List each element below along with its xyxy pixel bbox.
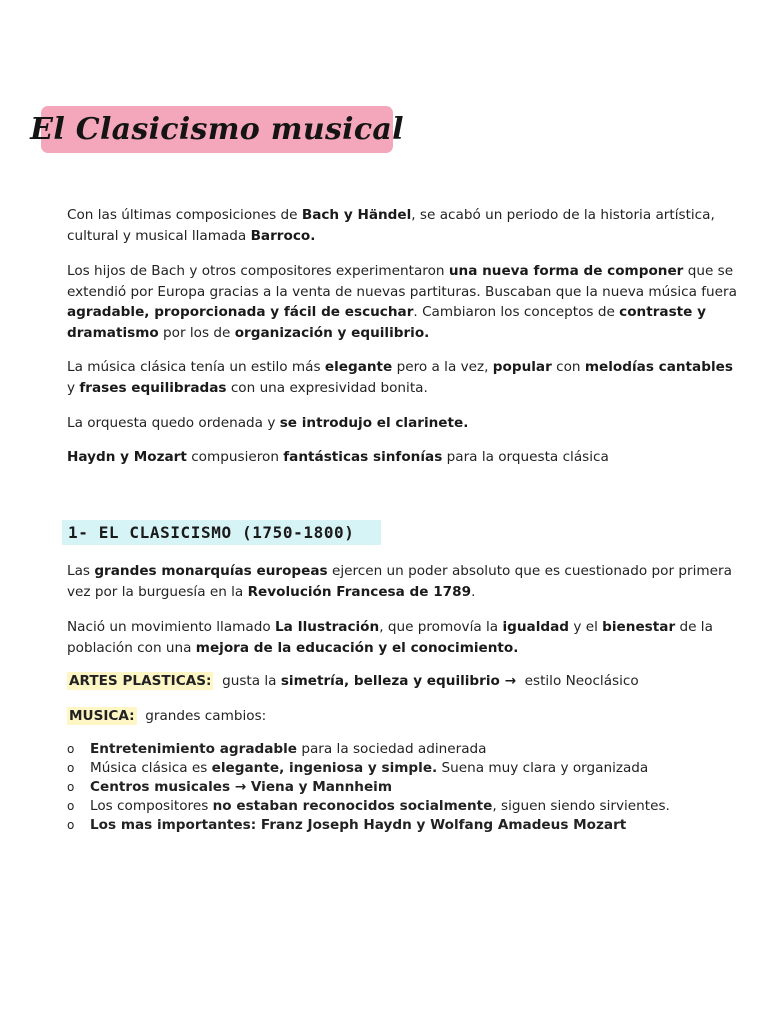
bold-text: igualdad xyxy=(502,619,570,635)
text-run: y el xyxy=(569,619,603,635)
bold-text: una nueva forma de componer xyxy=(448,263,684,279)
list-item-text xyxy=(90,740,487,759)
bold-text: popular xyxy=(492,359,552,375)
musica-line xyxy=(67,706,737,727)
text-run: para la sociedad adinerada xyxy=(297,741,487,757)
bold-text: simetría, belleza y equilibrio → xyxy=(280,673,516,689)
list-item xyxy=(67,816,737,835)
text-run: Nació un movimiento llamado xyxy=(67,619,276,635)
text-run: Los hijos de Bach y otros compositores experimentaron xyxy=(67,263,449,279)
intro-paragraph-1 xyxy=(67,205,737,246)
bold-text: Haydn y Mozart xyxy=(67,449,187,465)
text-run: , que promovía la xyxy=(379,619,503,635)
text-run: pero a la vez, xyxy=(392,359,493,375)
text-run: de la población con una xyxy=(67,619,718,656)
list-item xyxy=(67,740,737,759)
bold-text: agradable, proporcionada y fácil de escuchar xyxy=(67,304,414,320)
list-item-text xyxy=(90,759,648,778)
text-run: , se acabó un periodo de la historia artística, cultural y musical llamada xyxy=(67,207,724,244)
section-heading: 1- EL CLASICISMO (1750-1800) xyxy=(68,523,355,542)
list-item xyxy=(67,759,737,778)
intro-paragraph-2 xyxy=(67,261,742,343)
text-run: La música clásica tenía un estilo más xyxy=(67,359,325,375)
text-run: . Cambiaron los conceptos de xyxy=(413,304,620,320)
intro-paragraph-3 xyxy=(67,357,737,398)
bold-text: Barroco. xyxy=(250,227,316,244)
bold-text: organización y equilibrio. xyxy=(234,324,430,341)
list-item-text xyxy=(90,797,670,816)
bold-text: Centros musicales → Viena y Mannheim xyxy=(90,779,393,795)
bold-text: Entretenimiento agradable xyxy=(90,741,298,757)
section-heading-box xyxy=(62,520,381,545)
bold-text: La Ilustración xyxy=(275,619,380,635)
artes-text xyxy=(213,673,638,689)
text-run: para la orquesta clásica xyxy=(442,449,609,465)
list-item-text xyxy=(90,778,392,797)
bold-text: bienestar xyxy=(602,619,676,635)
text-run: gusta la xyxy=(213,673,281,689)
text-run: . xyxy=(471,583,476,600)
text-run: estilo Neoclásico xyxy=(515,673,639,689)
text-run: y xyxy=(67,359,738,396)
bold-text: Bach y Händel xyxy=(301,207,412,223)
bold-text: melodías cantables xyxy=(584,359,733,375)
bullet-marker: o xyxy=(67,761,75,775)
page-title: El Clasicismo musical xyxy=(30,112,404,147)
text-run: Con las últimas composiciones de xyxy=(67,207,302,223)
bold-text: se introdujo el clarinete. xyxy=(279,415,469,431)
artes-line xyxy=(67,671,737,692)
bold-text: elegante, ingeniosa y simple. xyxy=(211,760,438,776)
section-paragraph-1 xyxy=(67,561,737,602)
bold-text: elegante xyxy=(324,359,393,375)
text-run: con xyxy=(551,359,585,375)
bullet-marker: o xyxy=(67,799,75,813)
musica-text: grandes cambios: xyxy=(136,708,267,724)
list-item-text xyxy=(90,816,626,835)
text-run: Música clásica es xyxy=(90,760,212,776)
bullet-marker: o xyxy=(67,742,75,756)
title-banner xyxy=(30,106,404,153)
bold-text: no estaban reconocidos socialmente xyxy=(212,798,493,814)
text-run: Las xyxy=(67,563,95,579)
list-item xyxy=(67,778,737,797)
bullet-marker: o xyxy=(67,818,75,832)
text-run: , siguen siendo sirvientes. xyxy=(492,798,670,814)
text-run: La orquesta quedo ordenada y xyxy=(67,415,280,431)
list-item xyxy=(67,797,737,816)
bold-text: mejora de la educación y el conocimiento. xyxy=(195,639,519,656)
section-paragraph-2 xyxy=(67,617,737,658)
text-run: ejercen un poder absoluto que es cuestionado por primera vez por la burguesía en la xyxy=(67,563,737,600)
bold-text: contraste y dramatismo xyxy=(67,304,711,341)
text-run: que se extendió por Europa gracias a la venta de nuevas partituras. Buscaban que la nueva música fuera xyxy=(67,263,742,300)
intro-paragraph-5 xyxy=(67,447,737,468)
text-run: Los compositores xyxy=(90,798,213,814)
bold-text: frases equilibradas xyxy=(79,379,227,396)
bold-text: fantásticas sinfonías xyxy=(283,449,443,465)
musica-label: MUSICA: xyxy=(69,708,135,724)
bullet-marker: o xyxy=(67,780,75,794)
text-run: con una expresividad bonita. xyxy=(226,379,428,396)
text-run: por los de xyxy=(158,324,235,341)
bold-text: grandes monarquías europeas xyxy=(94,563,328,579)
intro-paragraph-4 xyxy=(67,413,737,434)
bold-text: Los mas importantes: Franz Joseph Haydn y Wolfang Amadeus Mozart xyxy=(90,817,627,833)
artes-label: ARTES PLASTICAS: xyxy=(69,673,212,689)
bullet-list xyxy=(67,740,737,835)
text-run: compusieron xyxy=(186,449,284,465)
text-run: Suena muy clara y organizada xyxy=(437,760,649,776)
bold-text: Revolución Francesa de 1789 xyxy=(247,583,472,600)
